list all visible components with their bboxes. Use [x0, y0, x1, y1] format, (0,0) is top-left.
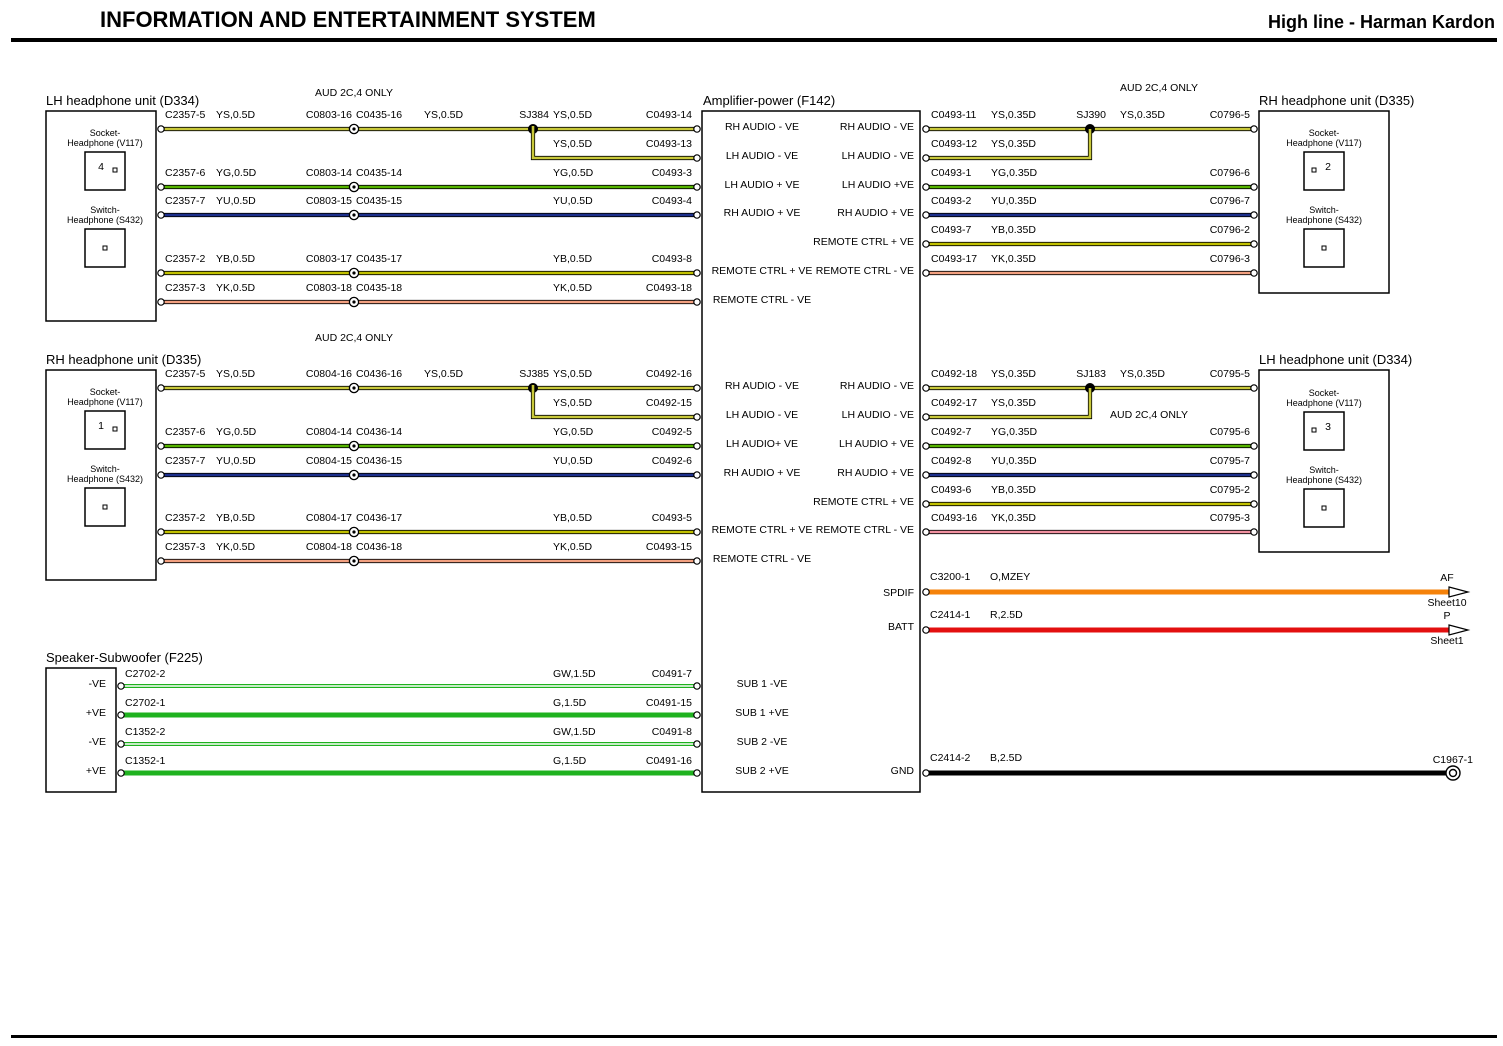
- lh_top-socket-box: [85, 152, 125, 190]
- amp-right-pin-14: GND: [890, 765, 914, 777]
- right_wires_bottom-w5-a: C0493-16: [931, 512, 978, 524]
- left_wires_top-w3-a: C2357-7: [165, 195, 206, 207]
- power-w2-a: C2414-2: [930, 752, 971, 764]
- right_wires_bottom-w4-start-conn: [923, 501, 929, 507]
- left_wires_bottom-w2-inline-conn-dot: [352, 444, 355, 447]
- lh_top-switch-label-0: Switch-: [90, 205, 120, 215]
- right_wires_top-w4-a: C0493-7: [931, 224, 972, 236]
- rh_top-socket-label-0: Socket-: [1308, 128, 1340, 138]
- left_wires_top-w5-m2: C0435-18: [356, 282, 403, 294]
- right_wires_top-w1-a: C0493-12: [931, 138, 978, 150]
- lh_top-switch-pin: [103, 246, 107, 250]
- left_wires_bottom-w2-start-conn: [158, 443, 164, 449]
- right_wires_bottom-w2-end-conn: [1251, 443, 1257, 449]
- left_wires_bottom-w3-start-conn: [158, 472, 164, 478]
- sub-w2-start-conn: [118, 741, 124, 747]
- sub-w0-end-conn: [694, 683, 700, 689]
- right_wires_bottom-w2-end: C0795-6: [1209, 426, 1250, 438]
- rh_left-socket-box: [85, 411, 125, 449]
- amp-right-pin-13: BATT: [887, 621, 914, 633]
- left_wires_top-w3-inline-conn-dot: [352, 213, 355, 216]
- left_wires_top-w1-spec: YS,0.5D: [553, 138, 593, 150]
- amp-right-pin-7: LH AUDIO - VE: [841, 409, 914, 421]
- sub-w0-start-conn: [118, 683, 124, 689]
- lh_top-socket-label-0: Socket-: [89, 128, 121, 138]
- variant-label: High line - Harman Kardon: [1267, 12, 1495, 32]
- amp-left-pin-4: REMOTE CTRL + VE: [711, 265, 813, 277]
- amp-right-pin-5: REMOTE CTRL - VE: [815, 265, 914, 277]
- left_wires_bottom-w4-m1: C0804-17: [305, 512, 352, 524]
- sub-w3-a: C1352-1: [125, 755, 166, 767]
- left_wires_top-w5-end-conn: [694, 299, 700, 305]
- amp-left-pin-1: LH AUDIO - VE: [725, 150, 799, 162]
- left_wires_top-w0-m1: C0803-16: [305, 109, 352, 121]
- amp-right-pin-6: RH AUDIO - VE: [839, 380, 914, 392]
- subwoofer-title: Speaker-Subwoofer (F225): [46, 650, 203, 665]
- left_wires_top-w3-spec: YU,0.5D: [216, 195, 256, 207]
- right_wires_bottom-w1-spec: YS,0.35D: [991, 397, 1036, 409]
- power-w1-arrow: [1449, 625, 1468, 635]
- left_wires_top-w4-a: C2357-2: [165, 253, 206, 265]
- right_wires_bottom-w0-end: C0795-5: [1209, 368, 1250, 380]
- right_wires_top-w3-end-conn: [1251, 212, 1257, 218]
- right_wires_bottom-w0-a: C0492-18: [931, 368, 978, 380]
- left_wires_top-w5-inline-conn-dot: [352, 300, 355, 303]
- left_wires_top-w0-spec2: YS,0.5D: [424, 109, 464, 121]
- amplifier-title: Amplifier-power (F142): [703, 93, 836, 108]
- left_wires_bottom-w4-spec3: YB,0.5D: [553, 512, 593, 524]
- amp-right-pin-3: RH AUDIO + VE: [837, 207, 914, 219]
- right_wires_top-w1-spec: YS,0.35D: [991, 138, 1036, 150]
- right_wires_top-w0-end-conn: [1251, 126, 1257, 132]
- lh_top-switch-label-1: Headphone (S432): [66, 215, 144, 225]
- power-w0-spec: O,MZEY: [990, 571, 1031, 583]
- rh_left-switch-label-1: Headphone (S432): [66, 474, 144, 484]
- right_wires_bottom-w5-spec: YK,0.35D: [991, 512, 1036, 524]
- left_wires_top-w4-end: C0493-8: [651, 253, 692, 265]
- power-w1-tag: P: [1443, 610, 1451, 622]
- sub-w0-a: C2702-2: [125, 668, 166, 680]
- sub-w0-end: C0491-7: [651, 668, 692, 680]
- power-w0-start-conn: [923, 589, 929, 595]
- left_wires_bottom-w0-sj: SJ385: [519, 368, 549, 380]
- right_wires_top-w4-start-conn: [923, 241, 929, 247]
- lh_right-switch-pin: [1322, 506, 1326, 510]
- rh-headphone-unit-title-left: RH headphone unit (D335): [46, 352, 202, 367]
- left_wires_bottom-w4-inline-conn-dot: [352, 530, 355, 533]
- right_wires_bottom-w3-spec: YU,0.35D: [991, 455, 1037, 467]
- power-w1-start-conn: [923, 627, 929, 633]
- left_wires_top-w5-spec: YK,0.5D: [216, 282, 256, 294]
- right_wires_top-w2-start-conn: [923, 184, 929, 190]
- right_wires_top-w3-start-conn: [923, 212, 929, 218]
- rh_left-socket-num: 1: [98, 420, 104, 432]
- sub-pin-0: -VE: [88, 678, 106, 690]
- amp-left-pin-5: REMOTE CTRL - VE: [712, 294, 812, 306]
- power-w1-spec: R,2.5D: [990, 609, 1023, 621]
- left_wires_top-w5-start-conn: [158, 299, 164, 305]
- left_wires_bottom-w0-inline-conn-dot: [352, 386, 355, 389]
- sub-w1-start-conn: [118, 712, 124, 718]
- left_wires_bottom-w5-start-conn: [158, 558, 164, 564]
- lh_right-switch-label-0: Switch-: [1309, 465, 1339, 475]
- lh-headphone-unit-title-right: LH headphone unit (D334): [1259, 352, 1413, 367]
- right_wires_top-w3-a: C0493-2: [931, 195, 972, 207]
- amp-left-pin-12: SUB 1 -VE: [736, 678, 788, 690]
- left_wires_bottom-w3-a: C2357-7: [165, 455, 206, 467]
- left_wires_bottom-w4-a: C2357-2: [165, 512, 206, 524]
- right_wires_bottom-w2-spec: YG,0.35D: [991, 426, 1038, 438]
- left_wires_top-w4-m1: C0803-17: [305, 253, 352, 265]
- lh-headphone-unit-title: LH headphone unit (D334): [46, 93, 200, 108]
- amp-right-pin-12: SPDIF: [883, 587, 914, 599]
- rh_top-switch-label-0: Switch-: [1309, 205, 1339, 215]
- amp-left-pin-14: SUB 2 -VE: [736, 736, 788, 748]
- rh_top-socket-pin: [1312, 168, 1316, 172]
- left_wires_bottom-w5-end: C0493-15: [645, 541, 692, 553]
- amp-right-pin-4: REMOTE CTRL + VE: [813, 236, 914, 248]
- left_wires_bottom-w3-spec: YU,0.5D: [216, 455, 256, 467]
- left_wires_bottom-w1-end-conn: [694, 414, 700, 420]
- left_wires_bottom-w1-end: C0492-15: [645, 397, 692, 409]
- left_wires_top-w2-m1: C0803-14: [305, 167, 352, 179]
- left_wires_top-w5-m1: C0803-18: [305, 282, 352, 294]
- power-w2-tag: C1967-1: [1432, 754, 1473, 766]
- amp-left-pin-7: LH AUDIO - VE: [725, 409, 799, 421]
- page-title: INFORMATION AND ENTERTAINMENT SYSTEM: [100, 7, 596, 32]
- left_wires_bottom-w1-spec: YS,0.5D: [553, 397, 593, 409]
- right_wires_top-w5-start-conn: [923, 270, 929, 276]
- lh_top-socket-num: 4: [98, 161, 104, 173]
- left_wires_bottom-w5-m1: C0804-18: [305, 541, 352, 553]
- right_wires_top-w5-end-conn: [1251, 270, 1257, 276]
- power-w0-a: C3200-1: [930, 571, 971, 583]
- power-w0-tag: AF: [1440, 572, 1454, 584]
- right_wires_bottom-w2-start-conn: [923, 443, 929, 449]
- left_wires_bottom-w5-inline-conn-dot: [352, 559, 355, 562]
- amp-right-pin-10: REMOTE CTRL + VE: [813, 496, 914, 508]
- sub-w1-a: C2702-1: [125, 697, 166, 709]
- left_wires_top-w5-spec3: YK,0.5D: [553, 282, 593, 294]
- right_wires_bottom-w5-end-conn: [1251, 529, 1257, 535]
- left_wires_top-w3-m2: C0435-15: [356, 195, 403, 207]
- left_wires_bottom-w0-spec3: YS,0.5D: [553, 368, 593, 380]
- left_wires_top-w2-start-conn: [158, 184, 164, 190]
- right_wires_top-w5-a: C0493-17: [931, 253, 978, 265]
- right_wires_bottom-w0-end-conn: [1251, 385, 1257, 391]
- right_wires_bottom-w0-sj: SJ183: [1076, 368, 1106, 380]
- right_wires_bottom-w3-start-conn: [923, 472, 929, 478]
- note-aud-top-left: AUD 2C,4 ONLY: [315, 87, 393, 99]
- left_wires_top-w4-inline-conn-dot: [352, 271, 355, 274]
- rh_top-socket-box: [1304, 152, 1344, 190]
- left_wires_bottom-w3-m1: C0804-15: [305, 455, 352, 467]
- left_wires_top-w2-spec3: YG,0.5D: [553, 167, 594, 179]
- sub-w2-a: C1352-2: [125, 726, 166, 738]
- left_wires_bottom-w2-spec3: YG,0.5D: [553, 426, 594, 438]
- left_wires_top-w5-end: C0493-18: [645, 282, 692, 294]
- lh_right-switch-label-1: Headphone (S432): [1285, 475, 1363, 485]
- right_wires_bottom-w4-end-conn: [1251, 501, 1257, 507]
- right_wires_top-w2-spec: YG,0.35D: [991, 167, 1038, 179]
- sub-pin-2: -VE: [88, 736, 106, 748]
- left_wires_bottom-w0-spec: YS,0.5D: [216, 368, 256, 380]
- right_wires_top-w4-end-conn: [1251, 241, 1257, 247]
- note-aud-mid-right: AUD 2C,4 ONLY: [1110, 409, 1188, 421]
- left_wires_bottom-w0-end-conn: [694, 385, 700, 391]
- right_wires_top-w0-start-conn: [923, 126, 929, 132]
- sub-w1-end: C0491-15: [645, 697, 692, 709]
- rh_top-socket-num: 2: [1325, 161, 1331, 173]
- left_wires_top-w3-start-conn: [158, 212, 164, 218]
- right_wires_bottom-w3-end: C0795-7: [1209, 455, 1250, 467]
- power-w2-start-conn: [923, 770, 929, 776]
- amp-right-pin-1: LH AUDIO - VE: [841, 150, 914, 162]
- sub-pin-1: +VE: [85, 707, 106, 719]
- right_wires_bottom-w1-a: C0492-17: [931, 397, 978, 409]
- left_wires_bottom-w3-end: C0492-6: [651, 455, 692, 467]
- amp-right-pin-9: RH AUDIO + VE: [837, 467, 914, 479]
- left_wires_top-w0-end-conn: [694, 126, 700, 132]
- note-aud-top-right: AUD 2C,4 ONLY: [1120, 82, 1198, 94]
- left_wires_bottom-w5-spec: YK,0.5D: [216, 541, 256, 553]
- left_wires_top-w4-start-conn: [158, 270, 164, 276]
- right_wires_bottom-w0-spec: YS,0.35D: [991, 368, 1036, 380]
- left_wires_top-w1-end-conn: [694, 155, 700, 161]
- right_wires_bottom-w1-start-conn: [923, 414, 929, 420]
- sub-w3-start-conn: [118, 770, 124, 776]
- sub-w0-spec: GW,1.5D: [553, 668, 596, 680]
- left_wires_top-w4-spec3: YB,0.5D: [553, 253, 593, 265]
- left_wires_top-w2-end: C0493-3: [651, 167, 692, 179]
- rh_top-switch-label-1: Headphone (S432): [1285, 215, 1363, 225]
- amp-right-pin-0: RH AUDIO - VE: [839, 121, 914, 133]
- sub-w1-end-conn: [694, 712, 700, 718]
- right_wires_bottom-w5-end: C0795-3: [1209, 512, 1250, 524]
- footer-rule: [11, 1035, 1497, 1038]
- lh_right-socket-box: [1304, 412, 1344, 450]
- sub-w3-spec: G,1.5D: [553, 755, 587, 767]
- header-rule: [11, 38, 1497, 42]
- amp-right-pin-2: LH AUDIO +VE: [841, 179, 914, 191]
- lh_right-socket-pin: [1312, 428, 1316, 432]
- right_wires_bottom-w5-start-conn: [923, 529, 929, 535]
- left_wires_top-w4-m2: C0435-17: [356, 253, 403, 265]
- right_wires_bottom-w0-spec2: YS,0.35D: [1120, 368, 1165, 380]
- right_wires_bottom-w3-end-conn: [1251, 472, 1257, 478]
- left_wires_top-w4-end-conn: [694, 270, 700, 276]
- left_wires_bottom-w5-a: C2357-3: [165, 541, 206, 553]
- left_wires_bottom-w4-spec: YB,0.5D: [216, 512, 256, 524]
- left_wires_bottom-w2-a: C2357-6: [165, 426, 206, 438]
- rh_top-socket-label-1: Headphone (V117): [1286, 138, 1362, 148]
- amp-left-pin-13: SUB 1 +VE: [735, 707, 789, 719]
- left_wires_top-w2-inline-conn-dot: [352, 185, 355, 188]
- left_wires_bottom-w2-m1: C0804-14: [305, 426, 352, 438]
- left_wires_bottom-w2-m2: C0436-14: [356, 426, 403, 438]
- ground-conn-inner: [1450, 770, 1457, 777]
- left_wires_top-w1-end: C0493-13: [645, 138, 692, 150]
- power-w0-sheet: Sheet10: [1427, 597, 1467, 609]
- amp-right-pin-11: REMOTE CTRL - VE: [815, 524, 914, 536]
- left_wires_bottom-w3-end-conn: [694, 472, 700, 478]
- right_wires_top-w0-spec: YS,0.35D: [991, 109, 1036, 121]
- rh_left-socket-label-0: Socket-: [89, 387, 121, 397]
- left_wires_bottom-w3-inline-conn-dot: [352, 473, 355, 476]
- left_wires_bottom-w4-end-conn: [694, 529, 700, 535]
- left_wires_bottom-w0-start-conn: [158, 385, 164, 391]
- left_wires_top-w3-spec3: YU,0.5D: [553, 195, 593, 207]
- right_wires_top-w0-a: C0493-11: [931, 109, 977, 121]
- lh_right-socket-label-1: Headphone (V117): [1286, 398, 1362, 408]
- lh_right-socket-label-0: Socket-: [1308, 388, 1340, 398]
- left_wires_top-w0-sj: SJ384: [519, 109, 549, 121]
- amp-right-pin-8: LH AUDIO + VE: [839, 438, 914, 450]
- sub-w3-end: C0491-16: [645, 755, 692, 767]
- right_wires_bottom-w4-end: C0795-2: [1209, 484, 1250, 496]
- right_wires_top-w4-end: C0796-2: [1209, 224, 1250, 236]
- sub-w2-spec: GW,1.5D: [553, 726, 596, 738]
- right_wires_top-w3-end: C0796-7: [1209, 195, 1250, 207]
- sub-w3-end-conn: [694, 770, 700, 776]
- left_wires_bottom-w5-m2: C0436-18: [356, 541, 403, 553]
- left_wires_top-w2-a: C2357-6: [165, 167, 206, 179]
- amp-left-pin-2: LH AUDIO + VE: [724, 179, 800, 191]
- left_wires_top-w0-m2: C0435-16: [356, 109, 403, 121]
- power-w1-sheet: Sheet1: [1430, 635, 1464, 647]
- right_wires_top-w5-end: C0796-3: [1209, 253, 1250, 265]
- left_wires_top-w3-end: C0493-4: [651, 195, 692, 207]
- amp-left-pin-3: RH AUDIO + VE: [723, 207, 801, 219]
- left_wires_top-w3-end-conn: [694, 212, 700, 218]
- left_wires_bottom-w5-end-conn: [694, 558, 700, 564]
- left_wires_top-w0-a: C2357-5: [165, 109, 206, 121]
- lh_top-socket-label-1: Headphone (V117): [67, 138, 143, 148]
- left_wires_bottom-w2-end: C0492-5: [651, 426, 692, 438]
- right_wires_bottom-w3-a: C0492-8: [931, 455, 972, 467]
- left_wires_bottom-w0-m1: C0804-16: [305, 368, 352, 380]
- rh_top-switch-pin: [1322, 246, 1326, 250]
- amp-left-pin-10: REMOTE CTRL + VE: [711, 524, 813, 536]
- right_wires_bottom-w2-a: C0492-7: [931, 426, 972, 438]
- left_wires_bottom-w0-spec2: YS,0.5D: [424, 368, 464, 380]
- left_wires_top-w3-m1: C0803-15: [305, 195, 352, 207]
- sub-pin-3: +VE: [85, 765, 106, 777]
- right_wires_bottom-w4-a: C0493-6: [931, 484, 972, 496]
- left_wires_bottom-w0-m2: C0436-16: [356, 368, 403, 380]
- power-w2-spec: B,2.5D: [990, 752, 1023, 764]
- left_wires_top-w0-spec3: YS,0.5D: [553, 109, 593, 121]
- right_wires_top-w1-start-conn: [923, 155, 929, 161]
- left_wires_bottom-w3-m2: C0436-15: [356, 455, 403, 467]
- right_wires_top-w4-spec: YB,0.35D: [991, 224, 1036, 236]
- right_wires_top-w5-spec: YK,0.35D: [991, 253, 1036, 265]
- left_wires_bottom-w0-end: C0492-16: [645, 368, 692, 380]
- sub-w1-spec: G,1.5D: [553, 697, 587, 709]
- right_wires_top-w3-spec: YU,0.35D: [991, 195, 1037, 207]
- right_wires_bottom-w4-spec: YB,0.35D: [991, 484, 1036, 496]
- left_wires_bottom-w2-spec: YG,0.5D: [216, 426, 257, 438]
- sub-w2-end: C0491-8: [651, 726, 692, 738]
- amp-left-pin-15: SUB 2 +VE: [735, 765, 789, 777]
- left_wires_bottom-w4-start-conn: [158, 529, 164, 535]
- right_wires_top-w2-end: C0796-6: [1209, 167, 1250, 179]
- note-aud-mid-left: AUD 2C,4 ONLY: [315, 332, 393, 344]
- power-w0-arrow: [1449, 587, 1468, 597]
- left_wires_top-w2-m2: C0435-14: [356, 167, 403, 179]
- amp-left-pin-11: REMOTE CTRL - VE: [712, 553, 812, 565]
- left_wires_top-w0-spec: YS,0.5D: [216, 109, 256, 121]
- left_wires_bottom-w4-end: C0493-5: [651, 512, 692, 524]
- amp-left-pin-9: RH AUDIO + VE: [723, 467, 801, 479]
- right_wires_top-w0-spec2: YS,0.35D: [1120, 109, 1165, 121]
- left_wires_top-w0-end: C0493-14: [645, 109, 692, 121]
- left_wires_bottom-w0-a: C2357-5: [165, 368, 206, 380]
- left_wires_top-w2-spec: YG,0.5D: [216, 167, 257, 179]
- sub-w2-end-conn: [694, 741, 700, 747]
- right_wires_bottom-w0-start-conn: [923, 385, 929, 391]
- left_wires_top-w2-end-conn: [694, 184, 700, 190]
- amp-left-pin-8: LH AUDIO+ VE: [725, 438, 799, 450]
- left_wires_bottom-w2-end-conn: [694, 443, 700, 449]
- rh_left-socket-label-1: Headphone (V117): [67, 397, 143, 407]
- rh_left-socket-pin: [113, 427, 117, 431]
- amp-left-pin-0: RH AUDIO - VE: [724, 121, 800, 133]
- rh-headphone-unit-title: RH headphone unit (D335): [1259, 93, 1415, 108]
- amp-left-pin-6: RH AUDIO - VE: [724, 380, 800, 392]
- left_wires_top-w4-spec: YB,0.5D: [216, 253, 256, 265]
- rh_left-switch-pin: [103, 505, 107, 509]
- left_wires_bottom-w3-spec3: YU,0.5D: [553, 455, 593, 467]
- left_wires_top-w5-a: C2357-3: [165, 282, 206, 294]
- right_wires_top-w0-sj: SJ390: [1076, 109, 1106, 121]
- labels: [67, 109, 1473, 777]
- left_wires_top-w0-inline-conn-dot: [352, 127, 355, 130]
- left_wires_bottom-w5-spec3: YK,0.5D: [553, 541, 593, 553]
- power-w1-a: C2414-1: [930, 609, 971, 621]
- lh_top-socket-pin: [113, 168, 117, 172]
- left_wires_top-w0-start-conn: [158, 126, 164, 132]
- left_wires_bottom-w4-m2: C0436-17: [356, 512, 403, 524]
- right_wires_top-w2-end-conn: [1251, 184, 1257, 190]
- lh_right-socket-num: 3: [1325, 421, 1331, 433]
- right_wires_top-w0-end: C0796-5: [1209, 109, 1250, 121]
- rh_left-switch-label-0: Switch-: [90, 464, 120, 474]
- right_wires_top-w2-a: C0493-1: [931, 167, 972, 179]
